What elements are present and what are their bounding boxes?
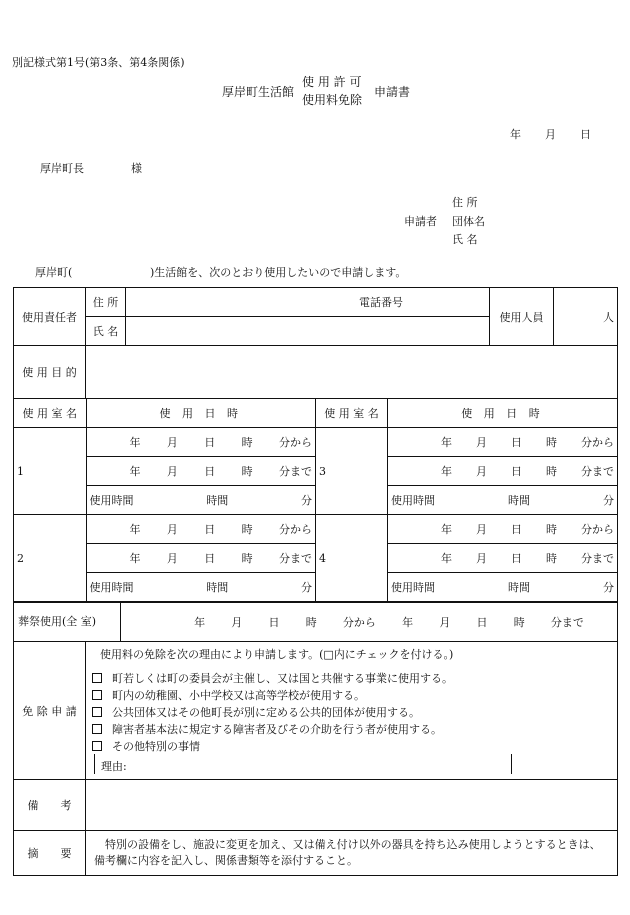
checkbox-reason-4[interactable] — [92, 724, 102, 734]
room-1-to[interactable]: 年 月 日 時 分まで — [86, 457, 316, 486]
checkbox-reason-5[interactable] — [92, 741, 102, 751]
room-4-duration[interactable]: 使用時間 時間 分 — [388, 573, 618, 602]
room-3-to[interactable]: 年 月 日 時 分まで — [388, 457, 618, 486]
org-label: 団体名 — [452, 215, 485, 228]
room-name-label-right: 使 用 室 名 — [316, 399, 388, 428]
people-field[interactable] — [554, 288, 618, 346]
summary-label: 摘 要 — [14, 831, 86, 876]
applicant-label: 申請者 — [404, 215, 437, 228]
title-line-exemption: 使用料免除 — [302, 93, 363, 107]
purpose-field[interactable] — [86, 346, 618, 399]
facility-name: 厚岸町生活館 — [222, 85, 295, 99]
datetime-label-left: 使 用 日 時 — [86, 399, 316, 428]
name-field[interactable] — [126, 317, 490, 346]
reason-3[interactable]: 公共団体又はその他町長が別に定める公共的団体が使用する。 — [92, 704, 611, 720]
room-3-duration[interactable]: 使用時間 時間 分 — [388, 486, 618, 515]
room-1-duration[interactable]: 使用時間 時間 分 — [86, 486, 316, 515]
datetime-label-right: 使 用 日 時 — [388, 399, 618, 428]
application-table — [13, 287, 618, 876]
date-day: 日 — [580, 128, 591, 141]
reason-5[interactable]: その他特別の事情 理由: — [92, 738, 611, 774]
remarks-field[interactable] — [86, 780, 618, 831]
date-month: 月 — [545, 128, 556, 141]
room-2-to[interactable]: 年 月 日 時 分まで — [86, 544, 316, 573]
room-1-from[interactable]: 年 月 日 時 分から — [86, 428, 316, 457]
name-label: 氏 名 — [452, 233, 478, 246]
exemption-body — [86, 642, 618, 780]
remarks-label: 備 考 — [14, 780, 86, 831]
room-2-from[interactable]: 年 月 日 時 分から — [86, 515, 316, 544]
name-cell-label: 氏 名 — [86, 317, 126, 346]
room-4-to[interactable]: 年 月 日 時 分まで — [388, 544, 618, 573]
responsible-label: 使用責任者 — [14, 288, 86, 346]
intro-suffix: )生活館を、次のとおり使用したいので申請します。 — [150, 266, 407, 279]
form-number: 別記様式第1号(第3条、第4条関係) — [12, 56, 185, 69]
exemption-intro: 使用料の免除を次の理由により申請します。(□内にチェックを付ける。) — [100, 648, 454, 661]
honorific: 様 — [131, 162, 142, 175]
people-label: 使用人員 — [490, 288, 554, 346]
addr-label: 住 所 — [452, 196, 478, 209]
funeral-label: 葬祭使用(全 室) — [14, 603, 121, 641]
reason-2[interactable]: 町内の幼稚園、小中学校又は高等学校が使用する。 — [92, 687, 611, 703]
checkbox-reason-1[interactable] — [92, 673, 102, 683]
room-1[interactable]: 1 — [14, 428, 86, 515]
date-year: 年 — [510, 128, 521, 141]
checkbox-reason-3[interactable] — [92, 707, 102, 717]
reason-4[interactable]: 障害者基本法に規定する障害者及びその介助を行う者が使用する。 — [92, 721, 611, 737]
reason-input[interactable]: 理由: — [94, 754, 512, 774]
room-4-from[interactable]: 年 月 日 時 分から — [388, 515, 618, 544]
funeral-datetime[interactable]: 年 月 日 時 分から 年 月 日 時 分まで — [194, 616, 584, 629]
purpose-label: 使 用 目 的 — [14, 346, 86, 399]
room-3[interactable]: 3 — [316, 428, 388, 515]
addressee: 厚岸町長 — [40, 162, 84, 175]
rooms-grid — [14, 399, 617, 602]
people-unit: 人 — [603, 310, 615, 324]
room-2-duration[interactable]: 使用時間 時間 分 — [86, 573, 316, 602]
phone-label: 電話番号 — [359, 296, 403, 309]
title-suffix: 申請書 — [374, 85, 411, 99]
checkbox-reason-2[interactable] — [92, 690, 102, 700]
exemption-label: 免 除 申 請 — [14, 642, 86, 780]
title-line-permit: 使 用 許 可 — [302, 75, 362, 89]
addr-cell-label: 住 所 — [86, 288, 126, 317]
room-4[interactable]: 4 — [316, 515, 388, 602]
room-2[interactable]: 2 — [14, 515, 86, 602]
room-3-from[interactable]: 年 月 日 時 分から — [388, 428, 618, 457]
intro-prefix: 厚岸町( — [35, 266, 73, 279]
summary-text: 特別の設備をし、施設に変更を加え、又は備え付け以外の器具を持ち込み使用しようとするときは、備考欄に内容を記入し、関係書類等を添付すること。 — [86, 831, 618, 876]
reason-1[interactable]: 町若しくは町の委員会が主催し、又は国と共催する事業に使用する。 — [92, 670, 611, 686]
room-name-label-left: 使 用 室 名 — [14, 399, 86, 428]
addr-phone-field[interactable] — [126, 288, 490, 317]
